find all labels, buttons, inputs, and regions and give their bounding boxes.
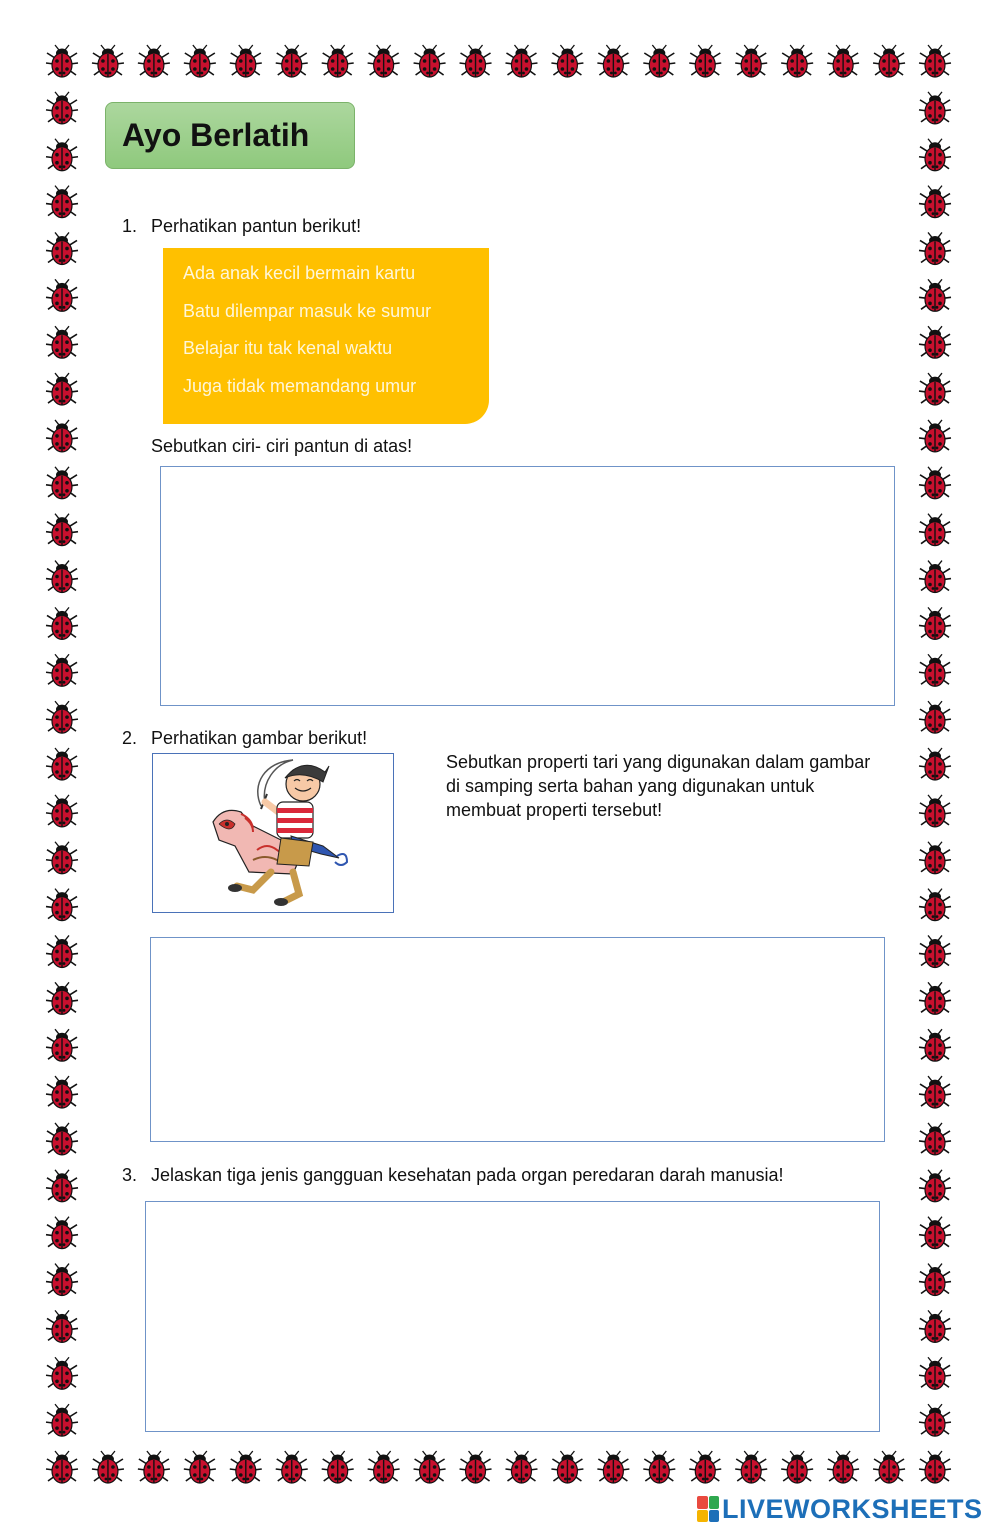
ladybug-icon xyxy=(46,889,78,921)
ladybug-icon xyxy=(46,186,78,218)
ladybug-icon xyxy=(46,561,78,593)
ladybug-icon xyxy=(873,45,905,77)
pantun-line-4: Juga tidak memandang umur xyxy=(183,376,417,396)
ladybug-icon xyxy=(919,701,951,733)
ladybug-icon xyxy=(919,795,951,827)
dancer-illustration xyxy=(153,754,393,912)
ladybug-icon xyxy=(138,1451,170,1483)
ladybug-icon xyxy=(919,279,951,311)
ladybug-icon xyxy=(322,45,354,77)
ladybug-icon xyxy=(551,1451,583,1483)
ladybug-icon xyxy=(919,1357,951,1389)
ladybug-icon xyxy=(919,1264,951,1296)
ladybug-icon xyxy=(551,45,583,77)
ladybug-icon xyxy=(781,45,813,77)
ladybug-icon xyxy=(689,45,721,77)
ladybug-icon xyxy=(368,1451,400,1483)
ladybug-icon xyxy=(46,935,78,967)
ladybug-icon xyxy=(46,1170,78,1202)
question-1-number: 1. xyxy=(122,216,138,236)
ladybug-icon xyxy=(46,467,78,499)
ladybug-icon xyxy=(46,514,78,546)
ladybug-icon xyxy=(919,373,951,405)
title-banner xyxy=(105,102,355,169)
ladybug-icon xyxy=(919,1170,951,1202)
ladybug-icon xyxy=(414,1451,446,1483)
pantun-line-3: Belajar itu tak kenal waktu xyxy=(183,338,393,358)
ladybug-icon xyxy=(460,1451,492,1483)
ladybug-icon xyxy=(919,889,951,921)
ladybug-icon xyxy=(919,1076,951,1108)
ladybug-icon xyxy=(46,1357,78,1389)
ladybug-icon xyxy=(460,45,492,77)
ladybug-icon xyxy=(597,45,629,77)
ladybug-icon xyxy=(46,748,78,780)
ladybug-icon xyxy=(46,139,78,171)
pantun-line-2: Batu dilempar masuk ke sumur xyxy=(183,301,432,321)
question-3-number: 3. xyxy=(122,1165,138,1185)
ladybug-icon xyxy=(276,45,308,77)
answer-box-2[interactable] xyxy=(150,937,885,1142)
ladybug-icon xyxy=(230,1451,262,1483)
ladybug-icon xyxy=(919,467,951,499)
ladybug-icon xyxy=(46,842,78,874)
ladybug-icon xyxy=(505,1451,537,1483)
ladybug-icon xyxy=(919,1123,951,1155)
liveworksheets-logo xyxy=(697,1494,983,1524)
ladybug-icon xyxy=(46,1123,78,1155)
page-title: Ayo Berlatih xyxy=(122,117,310,153)
ladybug-icon xyxy=(46,92,78,124)
ladybug-icon xyxy=(919,935,951,967)
ladybug-icon xyxy=(919,186,951,218)
ladybug-icon xyxy=(735,1451,767,1483)
ladybug-icon xyxy=(919,139,951,171)
ladybug-icon xyxy=(689,1451,721,1483)
question-1-text: Perhatikan pantun berikut! xyxy=(151,216,362,236)
question-2-number: 2. xyxy=(122,728,138,748)
question-2-text: Perhatikan gambar berikut! xyxy=(151,728,368,748)
ladybug-icon xyxy=(46,326,78,358)
ladybug-icon xyxy=(92,1451,124,1483)
ladybug-icon xyxy=(919,607,951,639)
ladybug-icon xyxy=(643,45,675,77)
ladybug-icon xyxy=(46,45,78,77)
ladybug-icon xyxy=(919,561,951,593)
ladybug-icon xyxy=(46,1451,78,1483)
question-2-prompt: Sebutkan properti tari yang digunakan dalam gambar di samping serta bahan yang digunakan untuk membuat properti tersebut! xyxy=(446,752,871,820)
ladybug-icon xyxy=(919,748,951,780)
ladybug-icon xyxy=(414,45,446,77)
ladybug-icon xyxy=(46,232,78,264)
ladybug-icon xyxy=(919,982,951,1014)
ladybug-icon xyxy=(919,654,951,686)
ladybug-icon xyxy=(919,1404,951,1436)
ladybug-icon xyxy=(46,1076,78,1108)
ladybug-icon xyxy=(46,1404,78,1436)
ladybug-icon xyxy=(919,92,951,124)
ladybug-icon xyxy=(781,1451,813,1483)
ladybug-icon xyxy=(46,1310,78,1342)
answer-box-1[interactable] xyxy=(160,466,895,706)
ladybug-icon xyxy=(230,45,262,77)
ladybug-icon xyxy=(276,1451,308,1483)
ladybug-icon xyxy=(322,1451,354,1483)
ladybug-icon xyxy=(919,1217,951,1249)
ladybug-icon xyxy=(919,232,951,264)
ladybug-icon xyxy=(46,701,78,733)
ladybug-icon xyxy=(46,982,78,1014)
ladybug-icon xyxy=(46,1217,78,1249)
ladybug-icon xyxy=(827,45,859,77)
ladybug-icon xyxy=(46,279,78,311)
ladybug-icon xyxy=(505,45,537,77)
ladybug-icon xyxy=(46,1264,78,1296)
question-3-text: Jelaskan tiga jenis gangguan kesehatan pada organ peredaran darah manusia! xyxy=(151,1165,784,1185)
ladybug-icon xyxy=(46,654,78,686)
answer-box-3[interactable] xyxy=(145,1201,880,1432)
ladybug-icon xyxy=(919,1451,951,1483)
ladybug-icon xyxy=(184,45,216,77)
ladybug-icon xyxy=(735,45,767,77)
pantun-box xyxy=(163,248,489,424)
ladybug-icon xyxy=(138,45,170,77)
ladybug-icon xyxy=(368,45,400,77)
logo-badge-icon xyxy=(697,1496,719,1522)
ladybug-icon xyxy=(919,326,951,358)
ladybug-icon xyxy=(919,420,951,452)
ladybug-icon xyxy=(597,1451,629,1483)
ladybug-icon xyxy=(919,1310,951,1342)
ladybug-icon xyxy=(92,45,124,77)
pantun-line-1: Ada anak kecil bermain kartu xyxy=(183,263,416,283)
question-1-prompt: Sebutkan ciri- ciri pantun di atas! xyxy=(151,436,413,456)
kuda-lumping-image xyxy=(152,753,394,913)
ladybug-icon xyxy=(46,373,78,405)
ladybug-icon xyxy=(184,1451,216,1483)
ladybug-icon xyxy=(919,842,951,874)
ladybug-icon xyxy=(46,607,78,639)
ladybug-icon xyxy=(873,1451,905,1483)
logo-text: LIVEWORKSHEETS xyxy=(722,1493,983,1524)
ladybug-icon xyxy=(919,514,951,546)
ladybug-icon xyxy=(46,795,78,827)
ladybug-icon xyxy=(46,420,78,452)
ladybug-icon xyxy=(919,1029,951,1061)
ladybug-icon xyxy=(827,1451,859,1483)
ladybug-icon xyxy=(919,45,951,77)
ladybug-icon xyxy=(643,1451,675,1483)
ladybug-icon xyxy=(46,1029,78,1061)
